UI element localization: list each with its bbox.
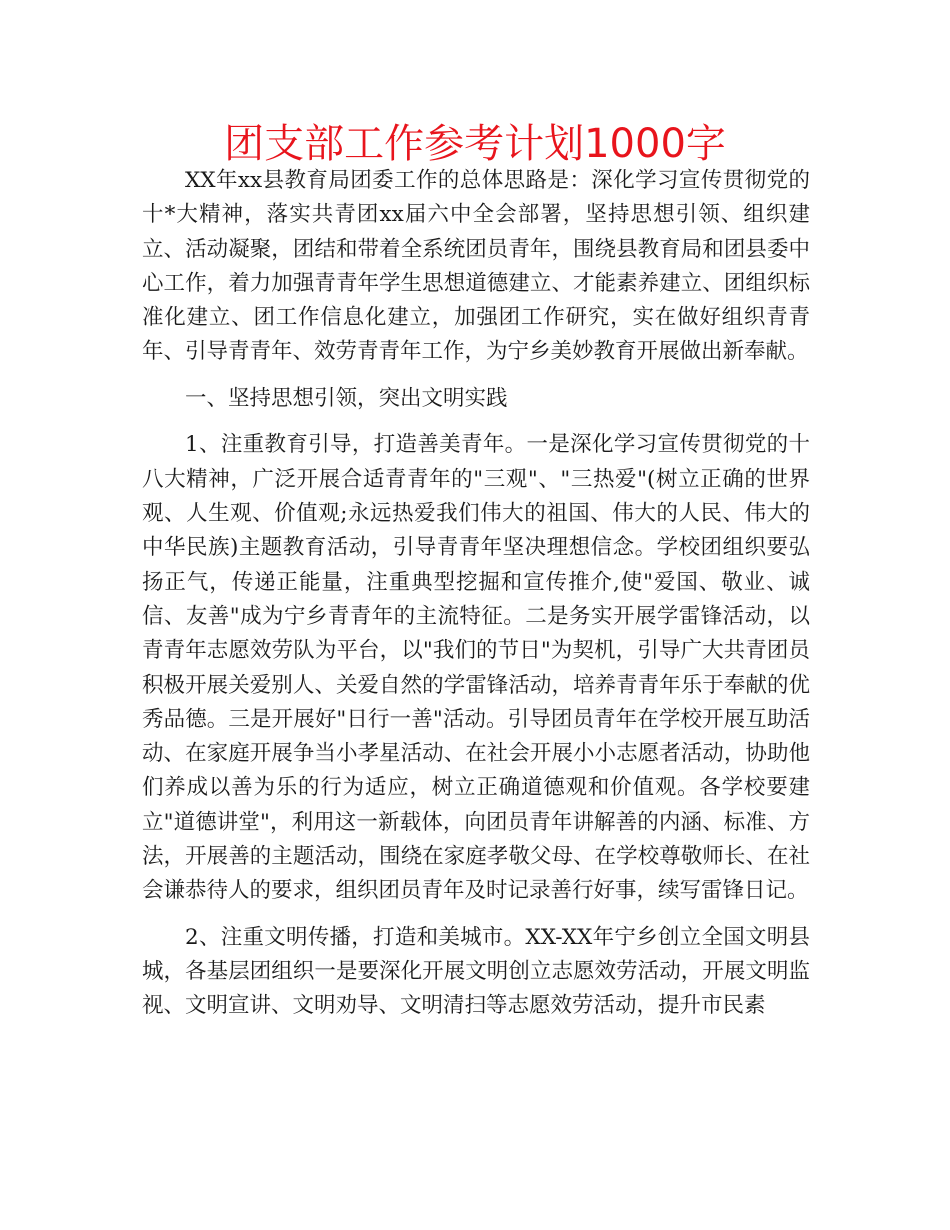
- paragraph-item-2: 2、注重文明传播，打造和美城市。XX-XX年宁乡创立全国文明县城，各基层团组织一是要深化开展文明创立志愿效劳活动，开展文明监视、文明宣讲、文明劝导、文明清扫等志愿效劳活动，提升市民素: [142, 924, 810, 1019]
- paragraph-item-1: 1、注重教育引导，打造善美青年。一是深化学习宣传贯彻党的十八大精神，广泛开展合适青青年的"三观"、"三热爱"(树立正确的世界观、人生观、价值观;永远热爱我们伟大的祖国、伟大的人民、伟大的中华民族)主题教育活动，引导青青年坚决理想信念。学校团组织要弘扬正气，传递正能量，注重典型挖掘和宣传推介,使"爱国、敬业、诚信、友善"成为宁乡青青年的主流特征。二是务实开展学雷锋活动，以青青年志愿效劳队为平台，以"我们的节日"为契机，引导广大共青团员积极开展关爱别人、关爱自然的学雷锋活动，培养青青年乐于奉献的优秀品德。三是开展好"日行一善"活动。引导团员青年在学校开展互助活动、在家庭开展争当小孝星活动、在社会开展小小志愿者活动，协助他们养成以善为乐的行为适应，树立正确道德观和价值观。各学校要建立"道德讲堂"，利用这一新载体，向团员青年讲解善的内涵、标准、方法，开展善的主题活动，围绕在家庭孝敬父母、在学校尊敬师长、在社会谦恭待人的要求，组织团员青年及时记录善行好事，续写雷锋日记。: [142, 432, 810, 904]
- document-body: [142, 164, 810, 1036]
- document-title: 团支部工作参考计划1000字: [224, 121, 726, 167]
- paragraph-intro: XX年xx县教育局团委工作的总体思路是：深化学习宣传贯彻党的十*大精神，落实共青团xx届六中全会部署，坚持思想引领、组织建立、活动凝聚，团结和带着全系统团员青年，围绕县教育局和团县委中心工作，着力加强青青年学生思想道德建立、才能素养建立、团组织标准化建立、团工作信息化建立，加强团工作研究，实在做好组织青青年、引导青青年、效劳青青年工作，为宁乡美妙教育开展做出新奉献。: [142, 168, 810, 365]
- section-heading-1: 一、坚持思想引领，突出文明实践: [185, 385, 508, 411]
